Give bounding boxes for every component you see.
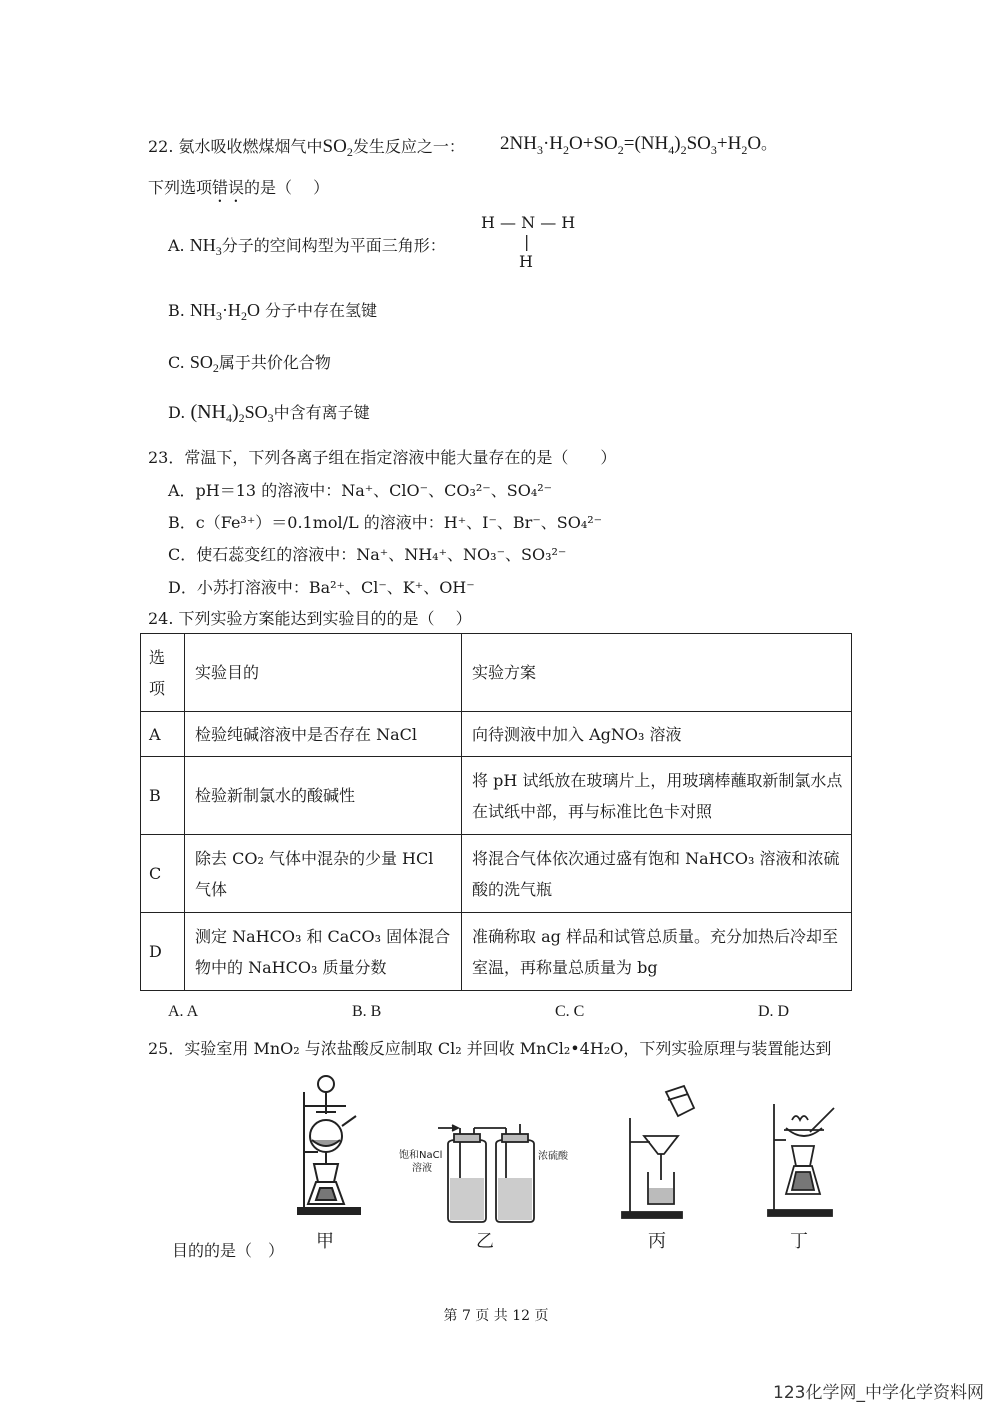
row-label: A <box>141 712 185 757</box>
q22-option-c: C. $SO_2$属于共价化合物 <box>168 352 331 376</box>
q22-option-d: D. $(NH_4)_2SO_3$中含有离子键 <box>168 401 370 426</box>
row-purpose: 测定 NaHCO₃ 和 CaCO₃ 固体混合物中的 NaHCO₃ 质量分数 <box>185 913 462 991</box>
row-plan: 将 pH 试纸放在玻璃片上，用玻璃棒蘸取新制氯水点在试纸中部，再与标准比色卡对照 <box>462 757 852 835</box>
row-label: D <box>141 913 185 991</box>
row-label: B <box>141 757 185 835</box>
apparatus-bing-diagram <box>618 1080 708 1220</box>
q23-option-a: A．pH＝13 的溶液中：Na⁺、ClO⁻、CO₃²⁻、SO₄²⁻ <box>168 481 553 500</box>
header-purpose: 实验目的 <box>185 634 462 712</box>
watermark: 123化学网_中学化学资料网 <box>773 1383 984 1403</box>
table-row <box>141 835 852 913</box>
experiment-table <box>140 633 852 991</box>
q23-option-d: D．小苏打溶液中：Ba²⁺、Cl⁻、K⁺、OH⁻ <box>168 578 475 597</box>
yi-left-label-1: 饱和NaCl <box>399 1150 443 1161</box>
label-ding: 丁 <box>790 1231 808 1252</box>
q23-stem: 23．常温下，下列各离子组在指定溶液中能大量存在的是（ ） <box>148 448 617 467</box>
q24-stem: 24. 下列实验方案能达到实验目的的是（ ） <box>148 609 472 628</box>
table-row <box>141 712 852 757</box>
q25-stem-continued: 目的的是（ ） <box>172 1241 285 1260</box>
q22-option-a: A. $NH_3$分子的空间构型为平面三角形： <box>168 235 446 259</box>
q24-choice-c: C. C <box>555 1003 585 1020</box>
q24-choice-b: B. B <box>352 1003 382 1020</box>
nh3-structure-bond: | <box>524 232 530 251</box>
q23-option-c: C．使石蕊变红的溶液中：Na⁺、NH₄⁺、NO₃⁻、SO₃²⁻ <box>168 545 567 564</box>
apparatus-jia-diagram <box>296 1072 366 1222</box>
q24-choice-d: D. D <box>758 1003 790 1020</box>
header-plan: 实验方案 <box>462 634 852 712</box>
label-jia: 甲 <box>316 1231 334 1252</box>
apparatus-ding-diagram <box>764 1098 840 1220</box>
q23-option-b: B．c（Fe³⁺）＝0.1mol/L 的溶液中：H⁺、I⁻、Br⁻、SO₄²⁻ <box>168 513 603 532</box>
yi-right-label: 浓硫酸 <box>538 1151 568 1162</box>
yi-left-label-2: 溶液 <box>412 1163 432 1174</box>
q22-line2: 下列选项错误的是（ ） <box>148 178 330 197</box>
label-yi: 乙 <box>476 1231 494 1252</box>
page-footer: 第 7 页 共 12 页 <box>443 1308 549 1324</box>
q22-equation: $2NH_3\cdot H_2O+SO_2=(NH_4)_2SO_3+H_2O$。 <box>500 133 778 157</box>
row-label: C <box>141 835 185 913</box>
q22-stem: 22. 氨水吸收燃煤烟气中$SO_2$发生反应之一： <box>148 136 465 160</box>
table-header-row <box>141 634 852 712</box>
nh3-structure-bottom: H <box>519 252 533 271</box>
table-row <box>141 757 852 835</box>
row-plan: 将混合气体依次通过盛有饱和 NaHCO₃ 溶液和浓硫酸的洗气瓶 <box>462 835 852 913</box>
q25-stem: 25．实验室用 MnO₂ 与浓盐酸反应制取 Cl₂ 并回收 MnCl₂•4H₂O，下列实验原理与装置能达到 <box>148 1039 832 1058</box>
q24-choice-a: A. A <box>168 1003 199 1020</box>
row-purpose: 检验新制氯水的酸碱性 <box>185 757 462 835</box>
row-plan: 向待测液中加入 AgNO₃ 溶液 <box>462 712 852 757</box>
row-plan: 准确称取 ag 样品和试管总质量。充分加热后冷却至室温，再称量总质量为 bg <box>462 913 852 991</box>
q22-option-b: B. $NH_3\cdot H_2O$ 分子中存在氢键 <box>168 300 378 324</box>
header-option: 选项 <box>141 634 185 712</box>
row-purpose: 检验纯碱溶液中是否存在 NaCl <box>185 712 462 757</box>
nh3-structure-top: H — N — H <box>481 213 576 232</box>
table-row <box>141 913 852 991</box>
label-bing: 丙 <box>648 1231 666 1252</box>
row-purpose: 除去 CO₂ 气体中混杂的少量 HCl 气体 <box>185 835 462 913</box>
